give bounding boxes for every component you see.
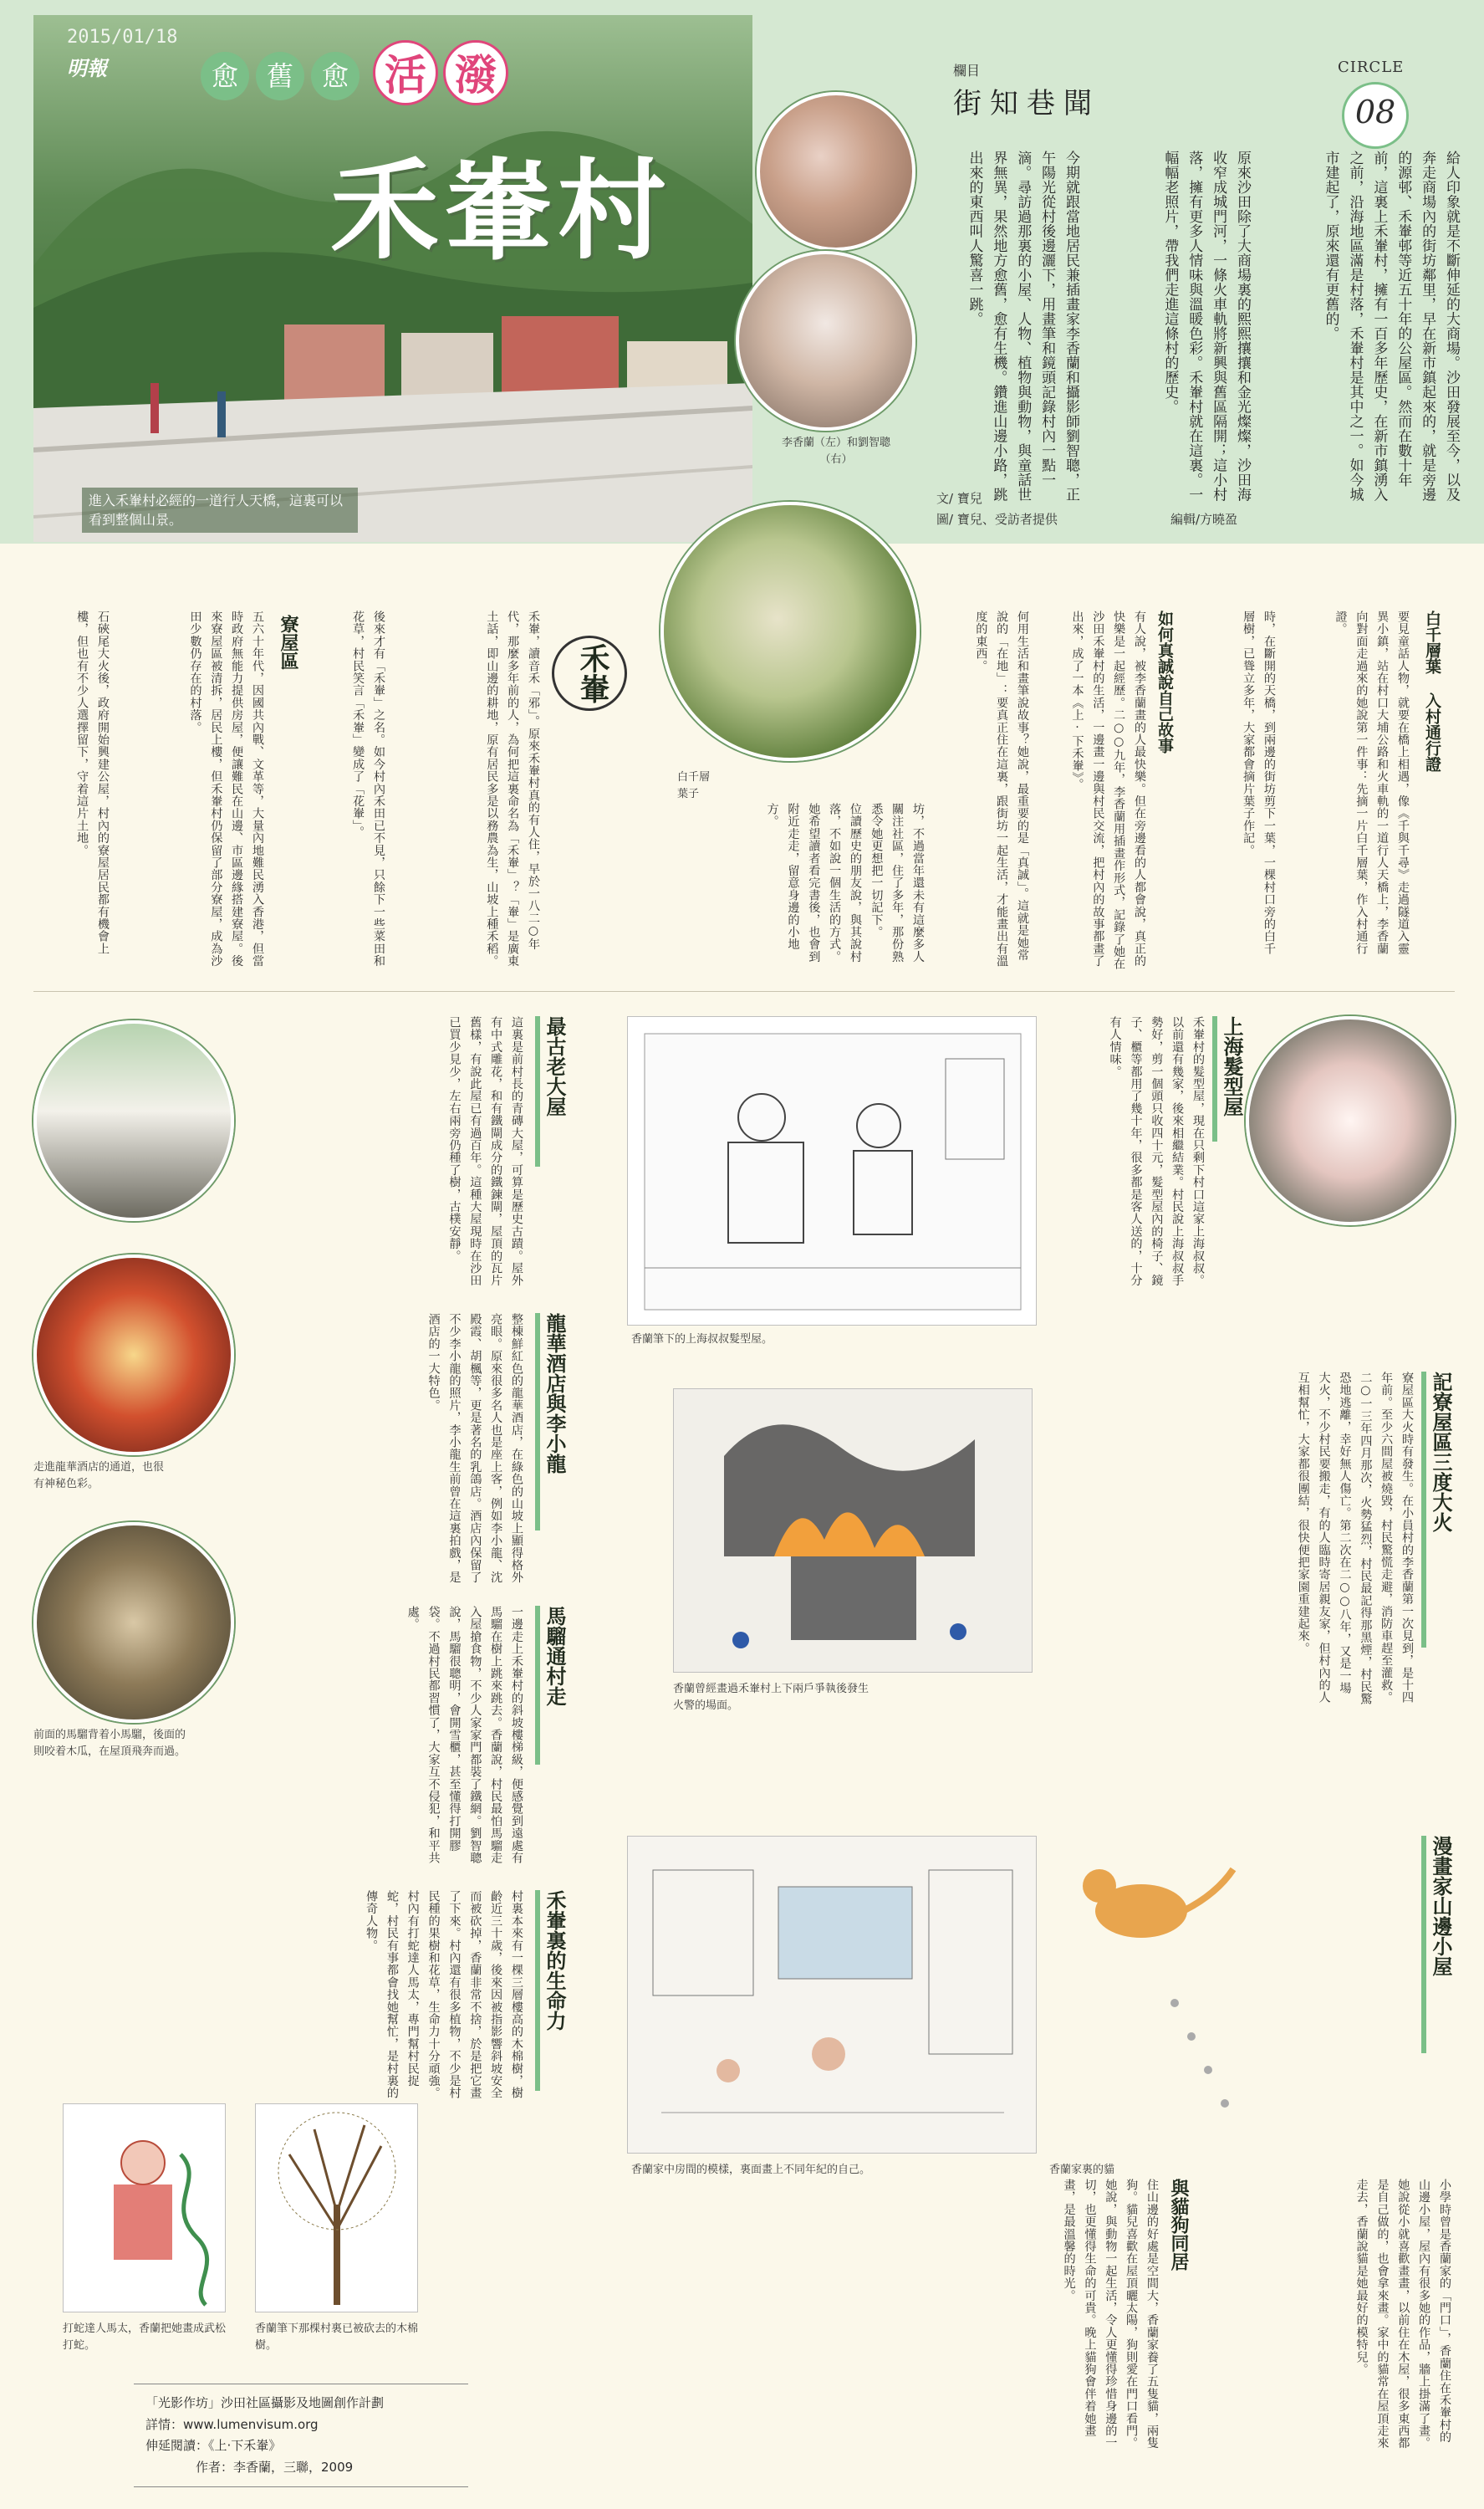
white-tree-caption: 白千層葉子: [677, 771, 711, 801]
longhua-text: 整棟鮮紅色的龍華酒店，在綠色的山坡上顯得格外亮眼。原來很多名人也是座上客，例如李小龍、沈殿霞、胡楓等，更是著名的乳鴿店。酒店內保留了不少李小龍的照片，李小龍生前曾在這裏拍戲，是酒店的一大特色。: [426, 1313, 523, 1584]
fire-heading: 記寮屋區三度大火: [1421, 1372, 1459, 1648]
corridor-caption: 走進龍華酒店的通道，也很有神秘色彩。: [33, 1461, 165, 1491]
issue-number: 08: [1354, 94, 1396, 130]
monkey-caption: 前面的馬騮背着小馬騮，後面的則咬着木瓜，在屋頂飛奔而過。: [33, 1729, 186, 1759]
old-house-photo: [33, 1020, 234, 1221]
monkey-heading: 馬騮通村走: [535, 1606, 573, 1765]
portrait-photo-1: [757, 92, 915, 251]
tagline-highlight-1: 活: [373, 40, 438, 105]
story-name-heading: 禾輋: [575, 643, 610, 703]
author-credit: 文/ 寶兒: [936, 491, 982, 506]
hero-caption: 進入禾輋村必經的一道行人天橋，這裏可以看到整個山景。: [82, 488, 358, 533]
story-name-text-2: 後來才有「禾輋」之名。如今村內禾田已不見，只餘下一些菜田和花草，村民笑言「禾輋」變成了「花輋」。: [351, 611, 385, 968]
story-white-text: 要見童話人物，就要在橋上相遇，像《千與千尋》走過隧道入靈異小鎮，站在村口大埔公路和火車軌的一道行人天橋上，李香蘭向對面走過來的她說第一件事：先摘一片白千層葉，作入村通行證。: [1334, 611, 1410, 955]
cat-sketch: [1049, 1836, 1279, 2154]
page-title: 禾輋村: [330, 146, 672, 274]
cat-caption: 香蘭家裏的貓: [1049, 2164, 1115, 2176]
series-label: CIRCLE: [1338, 59, 1405, 76]
intro-paragraph-3: 今期就跟當地居民兼插畫家李香蘭和攝影師劉智聰，正午陽光從村後邊灑下，用畫筆和鏡頭記錄村內一點一滴。尋訪過那裏的小屋、人物、植物與動物，與童話世界無異，果然地方愈舊，愈有生機。鑽進山邊小路，跳出來的東西叫人驚喜一跳。: [966, 151, 1079, 502]
white-tree-photo: [660, 502, 920, 761]
monkey-photo: [33, 1522, 234, 1723]
oldest-text: 這裏是前村長的青磚大屋，可算是歷史古蹟。屋外有中式雕花，和有鐵閘成分的鐵鍊閘，屋頂的瓦片舊樣，有說此屋已有過百年。這種大屋現時在沙田已買少見少，左右兩旁仍種了樹，古樸安靜。: [447, 1016, 523, 1287]
story-how-text-4: 位讀歷史的朋友說，與其說村落，不如說一個生活的方式。她希望讀者看完書後，也會到附近走走，留意身邊的小地方。: [765, 803, 862, 963]
dog-text: 住山邊的好處是空間大，香蘭家養了五隻貓，兩隻狗。貓兒喜歡在屋頂曬太陽，狗則愛在門口看門。她說，與動物一起生活，令人更懂得珍惜身邊的一切，也更懂得生命的可貴。晚上貓狗會伴着她畫畫，是最溫馨的時光。: [1062, 2179, 1159, 2450]
fallen-tree-sketch: [255, 2103, 418, 2312]
story-white-heading: 白千層葉 入村通行證: [1423, 611, 1441, 772]
footer-line-2[interactable]: 詳情：www.lumenvisum.org: [145, 2416, 319, 2432]
story-squatter-heading: 寮屋區: [278, 615, 299, 670]
editor-credit: 編輯/方曉盈: [1170, 512, 1238, 527]
shanghai-heading: 上海髮型屋: [1212, 1016, 1250, 1142]
cat-heading: 漫畫家山邊小屋: [1421, 1836, 1459, 2053]
oldest-heading: 最古老大屋: [535, 1016, 573, 1167]
corridor-photo: [33, 1254, 234, 1455]
dog-heading: 與貓狗同居: [1168, 2179, 1190, 2271]
portrait-caption: 李香蘭（左）和劉智聰（右）: [781, 437, 890, 467]
monkey-text: 一邊走上禾輋村的斜坡樓梯級，便感覺到遠處有馬騮在樹上跳來跳去。香蘭說，村民最怕馬騮走入屋搶食物，不少人家家門都裝了鐵網。劉智聰說，馬騮很聰明，會開雪櫃，甚至懂得打開膠袋。不過村民都習慣了，大家互不侵犯，和平共處。: [405, 1606, 523, 1864]
tagline-char-1: 愈: [201, 52, 249, 100]
footer-line-4: 作者：李香蘭，三聯，2009: [196, 2459, 354, 2475]
story-white-text-2: 時，在斷開的天橋，到兩邊的街坊剪下一葉，一棵村口旁的白千層樹，已聳立多年，大家都會摘片葉子作記。: [1242, 611, 1276, 955]
story-squatter-text-2: 石硤尾大火後，政府開始興建公屋，村內的寮屋居民都有機會上樓，但也有不少人選擇留下，守着這片土地。: [75, 611, 110, 955]
intro-paragraph-1: 給人印象就是不斷伸延的大商場。沙田發展至今，以及奔走商場內的街坊鄰里，早在新市鎮起來的，就是旁邊的源邨、禾輋邨等近五十年的公屋區。然而在數十年前，這裏上禾輋村，擁有一百多年歷史，在新市鎮湧入之前，沿海地區滿是村落，禾輋村是其中之一。如今城市建起了，原來還有更舊的。: [1322, 151, 1460, 502]
story-how-text-1: 有人說，被李香蘭畫的人最快樂。但在旁邊看的人都會說，真正的快樂是一起經歷。二○○九年，李香蘭用插畫作形式，記錄了她在沙田禾輋村的生活，一邊畫一邊與村民交流，把村內的故事都畫了出來，成了一本《上‧下禾輋》。: [1070, 611, 1146, 970]
life-text: 村裏本來有一棵三層樓高的木棉樹，樹齡近三十歲，後來因被指影響斜坡安全而被砍掉，香蘭非常不捨，於是把它畫了下來。村內還有很多植物，不少是村民種的果樹和花草，生命力十分頑強。村內有打蛇達人馬太，專門幫村民捉蛇，村民有事都會找她幫忙，是村裏的傳奇人物。: [365, 1890, 523, 2099]
header-date: 2015/01/18: [67, 27, 178, 48]
story-squatter-text-1: 五六十年代，因國共內戰、文革等，大量內地難民湧入香港，但當時政府無能力提供房屋，便讓難民在山邊、市區邊緣搭建寮屋。後來寮屋區被清拆，居民上樓，但禾輋村仍保留了部分寮屋，成為沙田少數仍存在的村落。: [188, 611, 264, 968]
fire-caption: 香蘭曾經畫過禾輋村上下兩戶爭執後發生火警的場面。: [673, 1683, 869, 1713]
portrait-photo-2: [736, 251, 915, 431]
story-how-text-3: 坊，不過當年還未有這麼多人關注社區，住了多年，那份熟悉令她更想把一切記下。: [869, 803, 925, 963]
shanghai-text: 禾輋村的髮型屋，現在只剩下村口這家上海叔叔。以前還有幾家，後來相繼結業。村民說上海叔叔手勢好，剪一個頭只收四十元，髮型屋內的椅子、鏡子、櫃等都用了幾十年，很多都是客人送的，十分有人情味。: [1108, 1016, 1205, 1287]
tagline-highlight-2: 潑: [443, 40, 508, 105]
column-name: 街知巷聞: [953, 87, 1100, 120]
story-name-text-1: 禾輋，讀音禾「邪」。原來禾輋村真的有人住，早於一八二○年代，那麼多年前的人，為何把這裏命名為「禾輋」？「輋」是廣東土話，即山邊的耕地，原有居民多是以務農為生，山坡上種禾稻。: [485, 611, 540, 968]
cat-text: 小學時曾是香蘭家的「門口」，香蘭住在禾輋村的山邊小屋，屋內有很多她的作品，牆上掛滿了畫。她說從小就喜歡畫畫，以前住在木屋，很多東西都是自己做的，也會拿來畫。家中的貓常在屋頂走來走去，香蘭說貓是她最好的模特兒。: [1354, 2179, 1451, 2450]
story-how-heading: 如何真誠說自己故事: [1155, 611, 1174, 754]
fire-sketch: [673, 1388, 1033, 1673]
footer-info: [134, 2384, 468, 2487]
column-label: 欄目: [953, 63, 981, 79]
story-how-text-2: 何用生活和畫筆說故事？她說，最重要的是「真誠」。這就是她常說的「在地」：要真正住在這裏，跟街坊一起生活，才能畫出有溫度的東西。: [974, 611, 1029, 968]
barber-sketch: [627, 1016, 1037, 1326]
tagline-char-2: 舊: [256, 52, 304, 100]
fallen-tree-caption: 香蘭筆下那棵村裏已被砍去的木棉樹。: [255, 2322, 419, 2353]
barber-caption: 香蘭筆下的上海叔叔髮型屋。: [631, 1333, 773, 1346]
barber-sign-photo: [1246, 1016, 1455, 1225]
intro-paragraph-2: 原來沙田除了大商場裏的熙熙攘攘和金光燦燦，沙田海收窄成城門河，一條火車軌將新興與舊區隔開；這小村落，擁有更多人情味與溫暖色彩。禾輋村就在這裏。一幅幅老照片，帶我們走進這條村的歷史。: [1161, 151, 1251, 502]
room-sketch: [627, 1836, 1037, 2154]
footer-line-3: 伸延閱讀：《上‧下禾輋》: [145, 2438, 282, 2453]
lower-divider: [33, 991, 1455, 992]
photo-credit: 圖/ 寶兒、受訪者提供: [936, 512, 1058, 527]
footer-line-1: 「光影作坊」沙田社區攝影及地圖創作計劃: [145, 2395, 385, 2410]
snake-sketch: [63, 2103, 226, 2312]
snake-caption: 打蛇達人馬太，香蘭把她畫成武松打蛇。: [63, 2322, 227, 2353]
life-heading: 禾輋裏的生命力: [535, 1890, 573, 2091]
brand-logo: 明報: [67, 56, 107, 80]
fire-text: 寮屋區大火時有發生。在小員村的李香蘭第一次見到，是十四年前。至少六間屋被燒毀，村民驚慌走避，消防車趕至灌救。二○一三年四月那次，火勢猛烈，村民最記得那黑煙，村民驚恐地逃離，幸好無人傷亡。第二次在二○○八年，又是一場大火，不少村民要搬走，有的人臨時寄居親友家，但村內的人互相幫忙，大家都很團結，很快便把家園重建起來。: [1296, 1372, 1414, 1705]
tagline-char-3: 愈: [311, 52, 360, 100]
longhua-heading: 龍華酒店與李小龍: [535, 1313, 573, 1530]
tagline: [201, 40, 635, 115]
room-caption: 香蘭家中房間的模樣，裏面畫上不同年紀的自己。: [631, 2164, 871, 2176]
